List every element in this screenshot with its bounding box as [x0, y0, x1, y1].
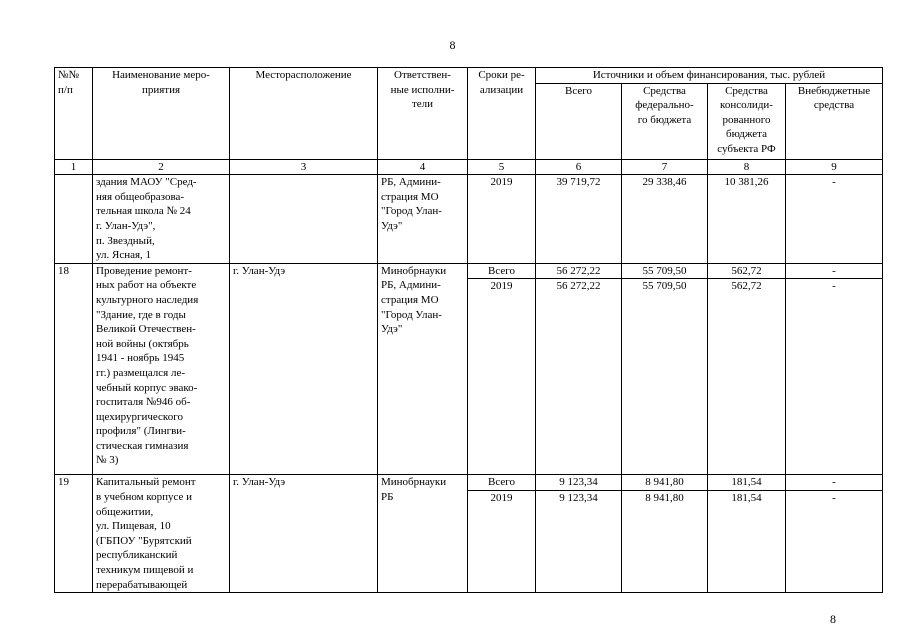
row-term: Всего: [468, 263, 536, 279]
row-regional: 562,72: [708, 279, 786, 475]
column-number: 9: [786, 159, 883, 175]
column-number-row: [55, 159, 883, 175]
row-term: 2019: [468, 490, 536, 592]
row-total: 39 719,72: [536, 175, 622, 264]
row-location: г. Улан-Удэ: [230, 475, 378, 593]
row-name: Проведение ремонт- ных работ на объекте культурного наследия "Здание, где в годы Великой Отечествен- ной войны (октябрь 1941 - ноябрь 1945 гг.) размещался ле- чебный корпус эвако- госпиталя №946 об- щехирургического профиля" (Лингви- стическая гимназия № 3): [93, 263, 230, 475]
row-regional: 181,54: [708, 475, 786, 491]
row-total: 9 123,34: [536, 490, 622, 592]
row-name: Капитальный ремонт в учебном корпусе и общежитии, ул. Пищевая, 10 (ГБПОУ "Бурятский республиканский техникум пищевой и перерабатывающей: [93, 475, 230, 593]
row-term: 2019: [468, 175, 536, 264]
page-number-top: 8: [449, 38, 456, 52]
row-federal: 29 338,46: [622, 175, 708, 264]
header-terms: Сроки ре- ализации: [468, 68, 536, 160]
row-num: 19: [55, 475, 93, 593]
row-responsible: Минобрнауки РБ, Админи- страция МО "Город Улан- Удэ": [378, 263, 468, 475]
row-num: 18: [55, 263, 93, 475]
table-row: [55, 475, 883, 491]
row-num: [55, 175, 93, 264]
row-name: здания МАОУ "Сред- няя общеобразова- тельная школа № 24 г. Улан-Удэ", п. Звездный, ул. Ясная, 1: [93, 175, 230, 264]
column-number: 5: [468, 159, 536, 175]
header-extra: Внебюджетные средства: [786, 83, 883, 159]
row-regional: 181,54: [708, 490, 786, 592]
row-total: 9 123,34: [536, 475, 622, 491]
row-extra: -: [786, 279, 883, 475]
row-regional: 10 381,26: [708, 175, 786, 264]
row-term: 2019: [468, 279, 536, 475]
table-row: [55, 263, 883, 279]
header-responsible: Ответствен- ные исполни- тели: [378, 68, 468, 160]
column-number: 7: [622, 159, 708, 175]
row-federal: 8 941,80: [622, 490, 708, 592]
row-total: 56 272,22: [536, 279, 622, 475]
column-number: 4: [378, 159, 468, 175]
row-location: [230, 175, 378, 264]
funding-table: [54, 67, 883, 593]
row-responsible: РБ, Админи- страция МО "Город Улан- Удэ": [378, 175, 468, 264]
header-regional: Средства консолиди- рованного бюджета субъекта РФ: [708, 83, 786, 159]
column-number: 2: [93, 159, 230, 175]
row-location: г. Улан-Удэ: [230, 263, 378, 475]
row-extra: -: [786, 490, 883, 592]
column-number: 1: [55, 159, 93, 175]
row-total: 56 272,22: [536, 263, 622, 279]
row-extra: -: [786, 263, 883, 279]
row-federal: 55 709,50: [622, 279, 708, 475]
row-federal: 8 941,80: [622, 475, 708, 491]
header-federal: Средства федерально- го бюджета: [622, 83, 708, 159]
row-regional: 562,72: [708, 263, 786, 279]
header-num: №№ п/п: [55, 68, 93, 160]
header-funding: Источники и объем финансирования, тыс. рублей: [536, 68, 883, 84]
table-row: [55, 175, 883, 264]
column-number: 6: [536, 159, 622, 175]
row-extra: -: [786, 475, 883, 491]
header-name: Наименование меро- приятия: [93, 68, 230, 160]
header-total: Всего: [536, 83, 622, 159]
row-term: Всего: [468, 475, 536, 491]
row-responsible: Минобрнауки РБ: [378, 475, 468, 593]
page-number-bottom: 8: [830, 612, 836, 626]
row-federal: 55 709,50: [622, 263, 708, 279]
column-number: 3: [230, 159, 378, 175]
row-extra: -: [786, 175, 883, 264]
header-location: Месторасположение: [230, 68, 378, 160]
column-number: 8: [708, 159, 786, 175]
